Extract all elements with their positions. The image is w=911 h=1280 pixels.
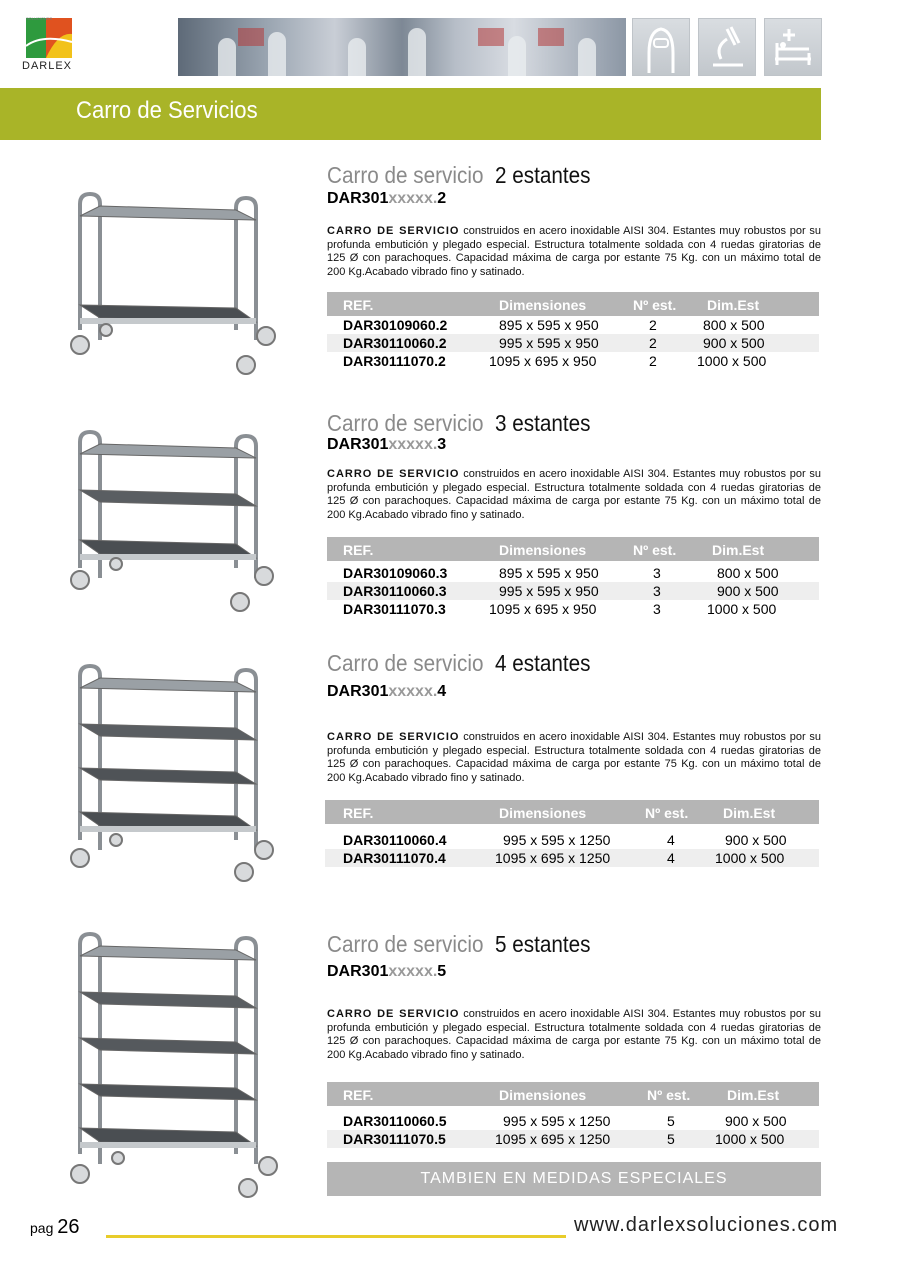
table-header: REF. Dimensiones Nº est. Dim.Est (325, 800, 819, 824)
table-row: DAR30111070.5 1095 x 695 x 1250 5 1000 x 500 (327, 1130, 819, 1148)
section-title: Carro de Servicios (76, 97, 258, 124)
protective-suit-icon (632, 18, 690, 76)
table-row: DAR30110060.4 995 x 595 x 1250 4 900 x 500 (343, 832, 787, 848)
table-row: DAR30109060.2 895 x 595 x 950 2 800 x 500 (343, 317, 765, 333)
product-description: CARRO DE SERVICIO construidos en acero inoxidable AISI 304. Estantes muy robustos por su profunda embutición y plegado especial. Estructura totalmente soldada con 4 ruedas giratorias de 125 Ø con parachoques. Capacidad máxima de carga por estante 75 Kg. con un máximo total de 200 Kg.Acabado vibrado fino y satinado. (327, 731, 822, 784)
product-description: CARRO DE SERVICIO construidos en acero inoxidable AISI 304. Estantes muy robustos por su profunda embutición y plegado especial. Estructura totalmente soldada con 4 ruedas giratorias de 125 Ø con parachoques. Capacidad máxima de carga por estante 75 Kg. con un máximo total de 200 Kg.Acabado vibrado fino y satinado. (327, 1008, 822, 1061)
table-header: REF. Dimensiones Nº est. Dim.Est (327, 1082, 819, 1106)
table-row: DAR30110060.5 995 x 595 x 1250 5 900 x 500 (343, 1113, 787, 1129)
product-code: DAR301xxxxx.2 (327, 190, 447, 207)
page-number: pag 26 (30, 1216, 80, 1238)
product-code: DAR301xxxxx.3 (327, 436, 447, 453)
website-link[interactable]: www.darlexsoluciones.com (574, 1214, 839, 1236)
company-logo (22, 16, 76, 76)
table-header: REF. Dimensiones Nº est. Dim.Est (327, 537, 819, 561)
table-row: DAR30109060.3 895 x 595 x 950 3 800 x 500 (343, 565, 779, 581)
cart-3-shelves-image (66, 428, 286, 618)
cart-4-shelves-image (66, 662, 286, 887)
table-row: DAR30111070.3 1095 x 695 x 950 3 1000 x 500 (343, 601, 777, 617)
product-description: CARRO DE SERVICIO construidos en acero inoxidable AISI 304. Estantes muy robustos por su profunda embutición y plegado especial. Estructura totalmente soldada con 4 ruedas giratorias de 125 Ø con parachoques. Capacidad máxima de carga por estante 75 Kg. con un máximo total de 200 Kg.Acabado vibrado fino y satinado. (327, 468, 822, 521)
table-row: DAR30111070.4 1095 x 695 x 1250 4 1000 x 500 (325, 849, 819, 867)
hospital-bed-icon (764, 18, 822, 76)
product-code: DAR301xxxxx.5 (327, 963, 447, 980)
table-header: REF. Dimensiones Nº est. Dim.Est (327, 292, 819, 316)
table-row: DAR30110060.2 995 x 595 x 950 2 900 x 500 (327, 334, 819, 352)
special-sizes-banner: TAMBIEN EN MEDIDAS ESPECIALES (327, 1162, 821, 1196)
footer-divider (106, 1235, 566, 1238)
header-banner-photo (178, 18, 626, 76)
logo-small-text: SOLUCIONES (26, 16, 53, 21)
logo-brand-text: DARLEX (22, 60, 73, 72)
product-description: CARRO DE SERVICIO construidos en acero inoxidable AISI 304. Estantes muy robustos por su profunda embutición y plegado especial. Estructura totalmente soldada con 4 ruedas giratorias de 125 Ø con parachoques. Capacidad máxima de carga por estante 75 Kg. con un máximo total de 200 Kg.Acabado vibrado fino y satinado. (327, 225, 822, 278)
logo-mark-icon (22, 16, 76, 60)
table-row: DAR30110060.3 995 x 595 x 950 3 900 x 500 (327, 582, 819, 600)
section-title-bar (0, 88, 821, 140)
table-row: DAR30111070.2 1095 x 695 x 950 2 1000 x 500 (343, 353, 767, 369)
cart-2-shelves-image (66, 190, 286, 375)
microscope-icon (698, 18, 756, 76)
product-title: Carro de servicio 2 estantes (327, 162, 591, 188)
product-title: Carro de servicio 4 estantes (327, 650, 591, 676)
cart-5-shelves-image (66, 930, 286, 1202)
product-title: Carro de servicio 3 estantes (327, 410, 591, 436)
product-code: DAR301xxxxx.4 (327, 683, 447, 700)
product-title: Carro de servicio 5 estantes (327, 931, 591, 957)
